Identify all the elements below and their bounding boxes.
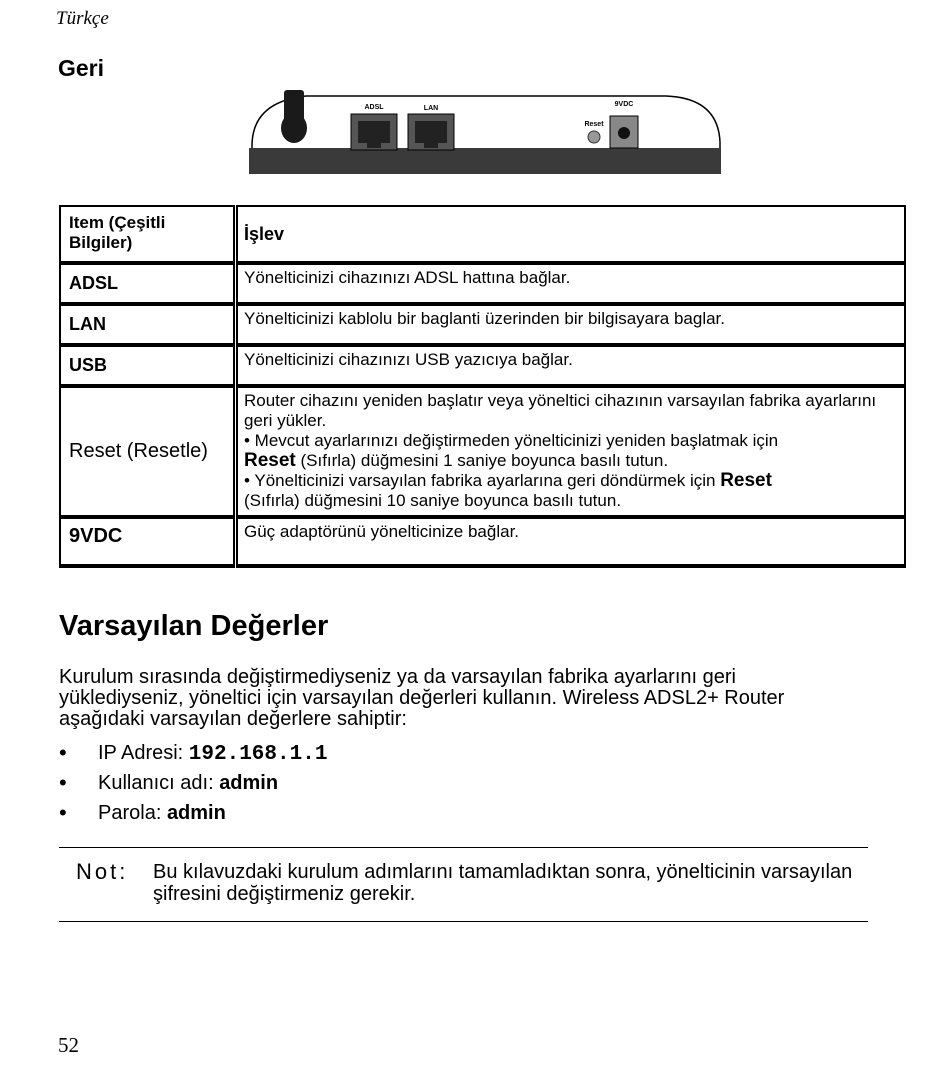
reset-intro: Router cihazını yeniden başlatır veya yöneltici cihazının varsayılan fabrika ayarlarını geri yükler. — [244, 391, 877, 430]
table-header-row — [60, 206, 905, 263]
row-function: Yönelticinizi kablolu bir baglanti üzerinden bir bilgisayara baglar. — [244, 309, 726, 328]
section-title-back: Geri — [58, 55, 105, 81]
default-label: Kullanıcı adı: — [98, 772, 220, 794]
row-function: Yönelticinizi cihazınızı USB yazıcıya bağlar. — [244, 350, 573, 369]
note-divider-bottom — [59, 921, 868, 922]
reset-bullet-1-prefix: • Mevcut ayarlarınızı değiştirmeden yönelticinizi yeniden başlatmak için — [244, 431, 779, 450]
row-item: ADSL — [69, 273, 118, 293]
page-number: 52 — [58, 1033, 79, 1057]
router-back-panel-illustration — [246, 86, 724, 178]
lan-port-label: LAN — [423, 105, 439, 112]
reset-port-label: Reset — [584, 121, 604, 128]
default-label: IP Adresi: — [98, 742, 189, 764]
default-ip-value: 192.168.1.1 — [188, 743, 328, 766]
reset-bullet-2-prefix: • Yönelticinizi varsayılan fabrika ayarlarına geri döndürmek için — [244, 471, 721, 490]
bullet-icon: • — [59, 770, 67, 795]
bullet-icon: • — [59, 740, 67, 765]
reset-bullet-2-suffix: (Sıfırla) düğmesini 10 saniye boyunca basılı tutun. — [244, 491, 622, 510]
ports-table — [59, 205, 906, 568]
default-password-value: admin — [166, 802, 226, 824]
table-row — [60, 304, 905, 345]
reset-bullet-1 — [244, 431, 898, 471]
adsl-port-label: ADSL — [364, 104, 384, 111]
reset-bullet-1-suffix: (Sıfırla) düğmesini 1 saniye boyunca basılı tutun. — [295, 451, 669, 470]
note-divider-top — [59, 847, 868, 848]
reset-key-label: Reset — [244, 450, 296, 471]
list-item — [59, 768, 327, 798]
row-function: Güç adaptörünü yönelticinize bağlar. — [244, 522, 520, 541]
language-label: Türkçe — [56, 8, 109, 29]
reset-key-label: Reset — [720, 470, 772, 491]
table-row — [60, 386, 905, 517]
bullet-icon: • — [59, 800, 67, 825]
default-username-value: admin — [219, 772, 279, 794]
header-function: İşlev — [244, 224, 285, 244]
list-item — [59, 738, 327, 768]
row-function: Yönelticinizi cihazınızı ADSL hattına bağlar. — [244, 268, 571, 287]
defaults-title: Varsayılan Değerler — [59, 610, 329, 642]
power-port-label: 9VDC — [614, 101, 634, 108]
table-row — [60, 345, 905, 386]
defaults-list — [59, 738, 327, 828]
note-label: Not: — [76, 859, 129, 884]
row-function-reset — [238, 388, 904, 515]
table-row — [60, 263, 905, 304]
header-item: Item (Çeşitli Bilgiler) — [69, 213, 166, 252]
list-item — [59, 798, 327, 828]
note-text: Bu kılavuzdaki kurulum adımlarını tamamladıktan sonra, yönelticinin varsayılan şifresini değiştirmeniz gerekir. — [153, 861, 853, 905]
table-row — [60, 517, 905, 566]
row-item: 9VDC — [69, 525, 123, 547]
defaults-paragraph: Kurulum sırasında değiştirmediyseniz ya da varsayılan fabrika ayarlarını geri yüklediyseniz, yöneltici için varsayılan değerleri kullanın. Wireless ADSL2+ Router aşağıdaki varsayılan değerlere sahiptir: — [59, 666, 785, 730]
row-item: LAN — [69, 314, 106, 334]
row-item: USB — [69, 355, 108, 375]
row-item: Reset (Resetle) — [69, 440, 208, 462]
reset-bullet-2 — [244, 471, 898, 511]
default-label: Parola: — [98, 802, 167, 824]
